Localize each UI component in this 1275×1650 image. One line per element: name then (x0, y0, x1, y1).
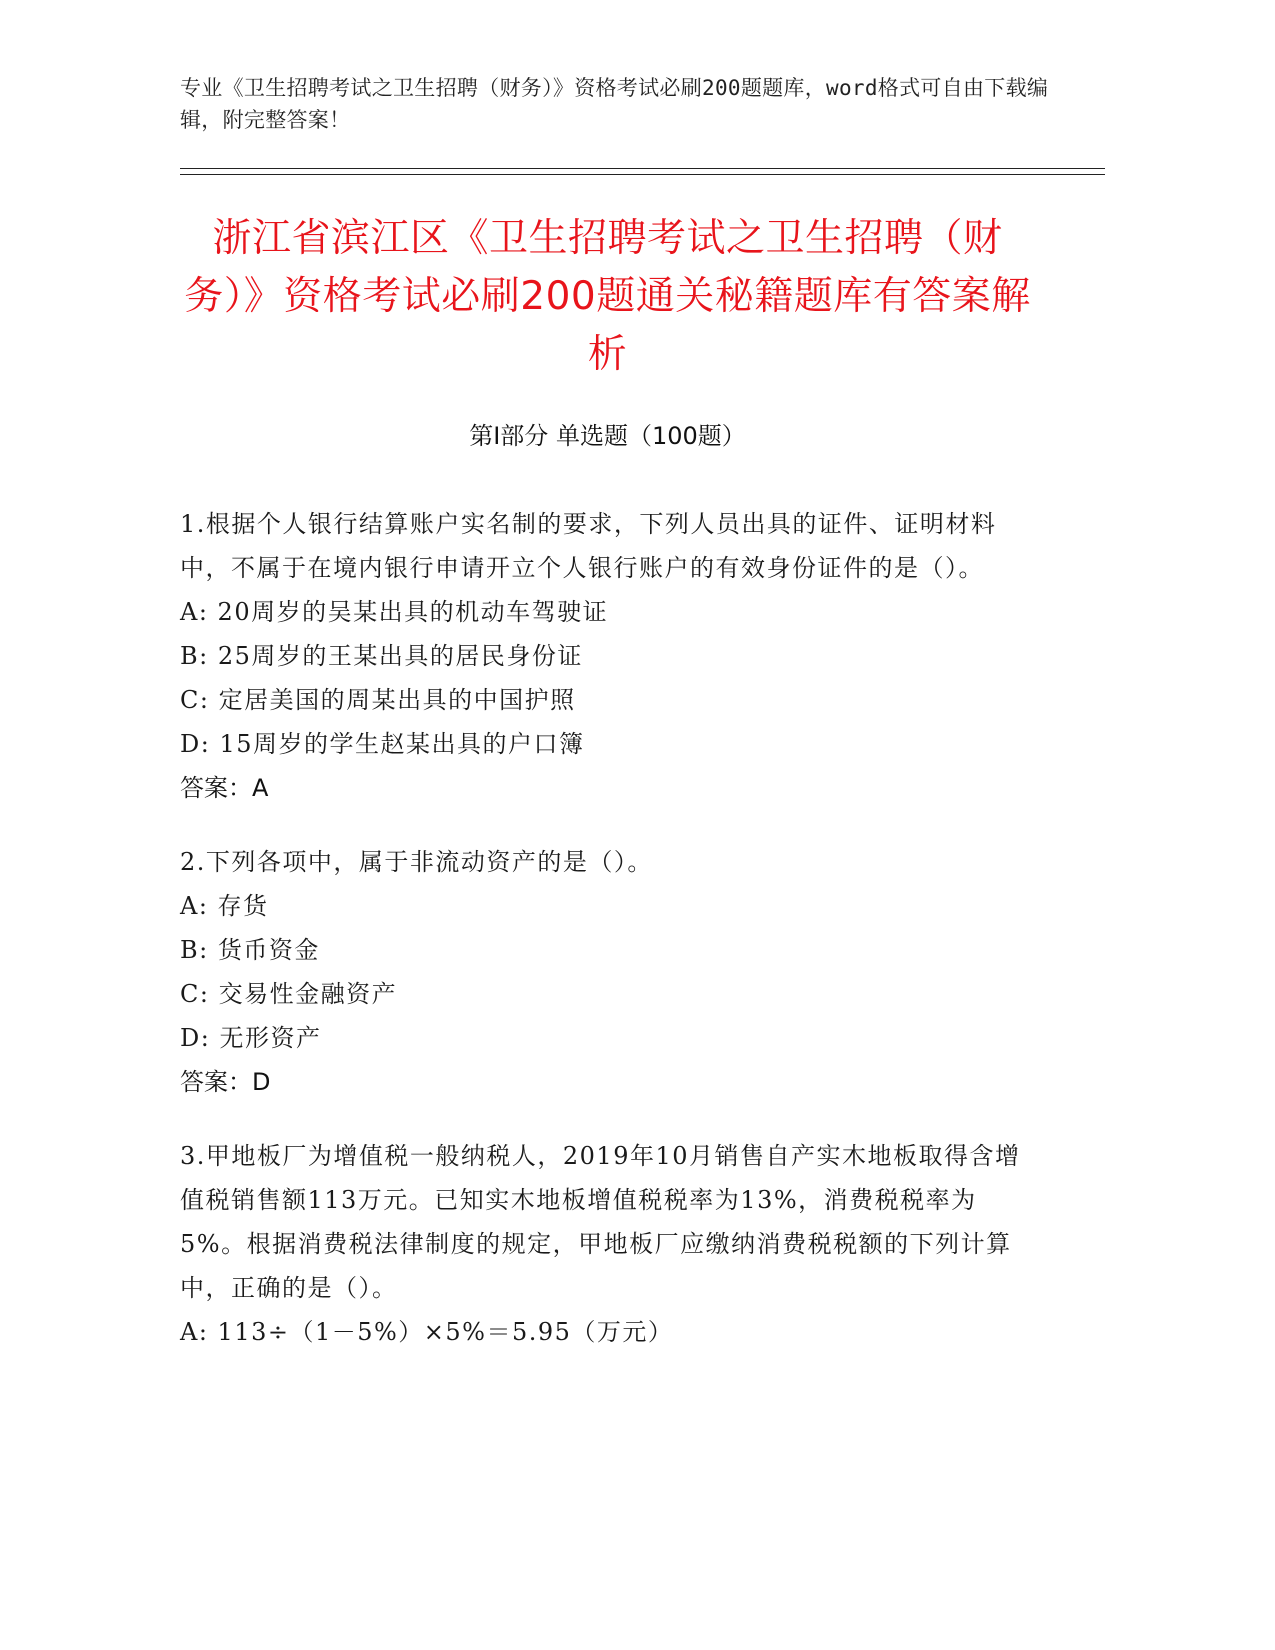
option-b: B: 货币资金 (180, 936, 320, 964)
answer: 答案：D (180, 1068, 271, 1096)
question-3 (180, 1134, 1040, 1354)
question-list (180, 502, 1040, 1384)
option-a: A: 20周岁的吴某出具的机动车驾驶证 (180, 598, 609, 626)
document-title: 浙江省滨江区《卫生招聘考试之卫生招聘（财务）》资格考试必刷200题通关秘籍题库有答案解析 (184, 216, 1031, 377)
option-c: C: 交易性金融资产 (180, 980, 398, 1008)
option-d: D: 无形资产 (180, 1024, 322, 1052)
question-text: 2.下列各项中，属于非流动资产的是（）。 (180, 848, 653, 876)
question-1 (180, 502, 1040, 810)
header-divider-bottom (180, 174, 1105, 175)
question-text: 3.甲地板厂为增值税一般纳税人，2019年10月销售自产实木地板取得含增值税销售额113万元。已知实木地板增值税税率为13%，消费税税率为5%。根据消费税法律制度的规定，甲地板厂应缴纳消费税税额的下列计算中，正确的是（）。 (180, 1142, 1021, 1302)
header-note: 专业《卫生招聘考试之卫生招聘（财务）》资格考试必刷200题题库，word格式可自由下载编辑，附完整答案！ (180, 76, 1049, 132)
section-heading: 第Ⅰ部分 单选题（100题） (469, 422, 746, 450)
option-d: D: 15周岁的学生赵某出具的户口簿 (180, 730, 585, 758)
answer: 答案：A (180, 774, 269, 802)
option-b: B: 25周岁的王某出具的居民身份证 (180, 642, 583, 670)
header-divider-top (180, 168, 1105, 169)
option-a: A: 113÷（1－5%）×5%＝5.95（万元） (180, 1318, 674, 1346)
option-a: A: 存货 (180, 892, 269, 920)
question-2 (180, 840, 1040, 1104)
question-text: 1.根据个人银行结算账户实名制的要求，下列人员出具的证件、证明材料中，不属于在境内银行申请开立个人银行账户的有效身份证件的是（）。 (180, 510, 997, 582)
option-c: C: 定居美国的周某出具的中国护照 (180, 686, 576, 714)
